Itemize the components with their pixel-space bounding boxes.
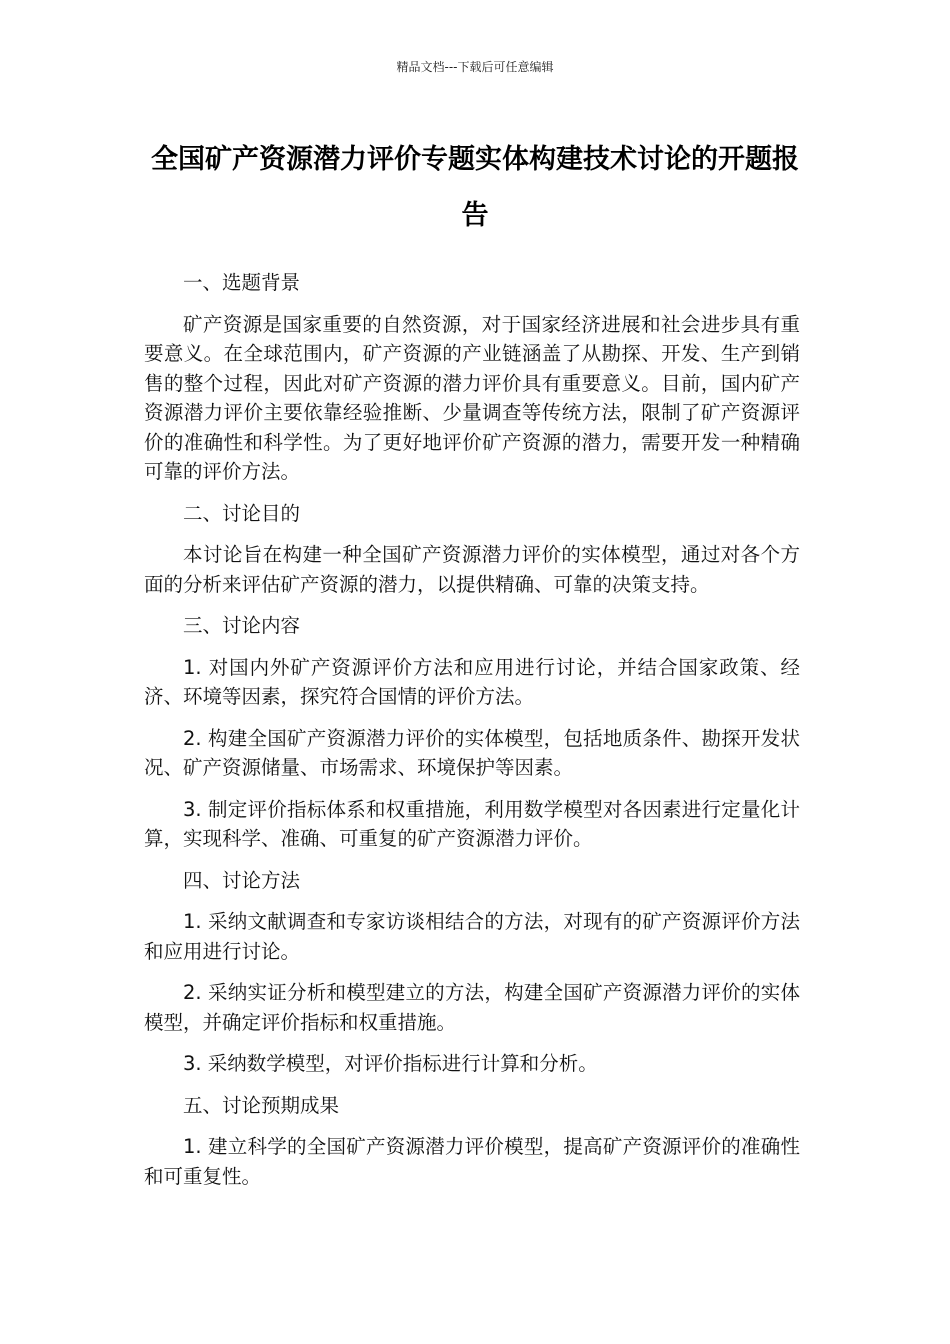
paragraph-method-3: 3. 采纳数学模型，对评价指标进行计算和分析。 xyxy=(183,1052,598,1075)
paragraph-results-1: 1. 建立科学的全国矿产资源潜力评价模型，提高矿产资源评价的准确性和可重复性。 xyxy=(144,1135,800,1188)
paragraph-method-1: 1. 采纳文献调查和专家访谈相结合的方法，对现有的矿产资源评价方法和应用进行讨论。 xyxy=(144,910,800,963)
header-note: 精品文档---下载后可任意编辑 xyxy=(396,60,554,74)
section-heading-content: 三、讨论内容 xyxy=(183,614,301,637)
paragraph-content-3: 3. 制定评价指标体系和权重措施，利用数学模型对各因素进行定量化计算，实现科学、准确、可重复的矿产资源潜力评价。 xyxy=(144,797,800,850)
paragraph-content-1: 1. 对国内外矿产资源评价方法和应用进行讨论，并结合国家政策、经济、环境等因素，探究符合国情的评价方法。 xyxy=(144,655,800,708)
document-title: 全国矿产资源潜力评价专题实体构建技术讨论的开题报告 xyxy=(151,144,799,231)
section-heading-method: 四、讨论方法 xyxy=(183,868,301,892)
section-heading-purpose: 二、讨论目的 xyxy=(183,501,301,525)
section-heading-results: 五、讨论预期成果 xyxy=(183,1093,340,1117)
document-body xyxy=(144,268,800,1203)
section-heading-background: 一、选题背景 xyxy=(183,271,301,294)
paragraph-purpose: 本讨论旨在构建一种全国矿产资源潜力评价的实体模型，通过对各个方面的分析来评估矿产资源的潜力，以提供精确、可靠的决策支持。 xyxy=(144,543,800,596)
paragraph-method-2: 2. 采纳实证分析和模型建立的方法，构建全国矿产资源潜力评价的实体模型，并确定评价指标和权重措施。 xyxy=(144,981,800,1034)
paragraph-content-2: 2. 构建全国矿产资源潜力评价的实体模型，包括地质条件、勘探开发状况、矿产资源储量、市场需求、环境保护等因素。 xyxy=(144,726,800,779)
paragraph-background: 矿产资源是国家重要的自然资源，对于国家经济进展和社会进步具有重要意义。在全球范围内，矿产资源的产业链涵盖了从勘探、开发、生产到销售的整个过程，因此对矿产资源的潜力评价具有重要意义。目前，国内矿产资源潜力评价主要依靠经验推断、少量调查等传统方法，限制了矿产资源评价的准确性和科学性。为了更好地评价矿产资源的潜力，需要开发一种精确可靠的评价方法。 xyxy=(144,312,800,483)
